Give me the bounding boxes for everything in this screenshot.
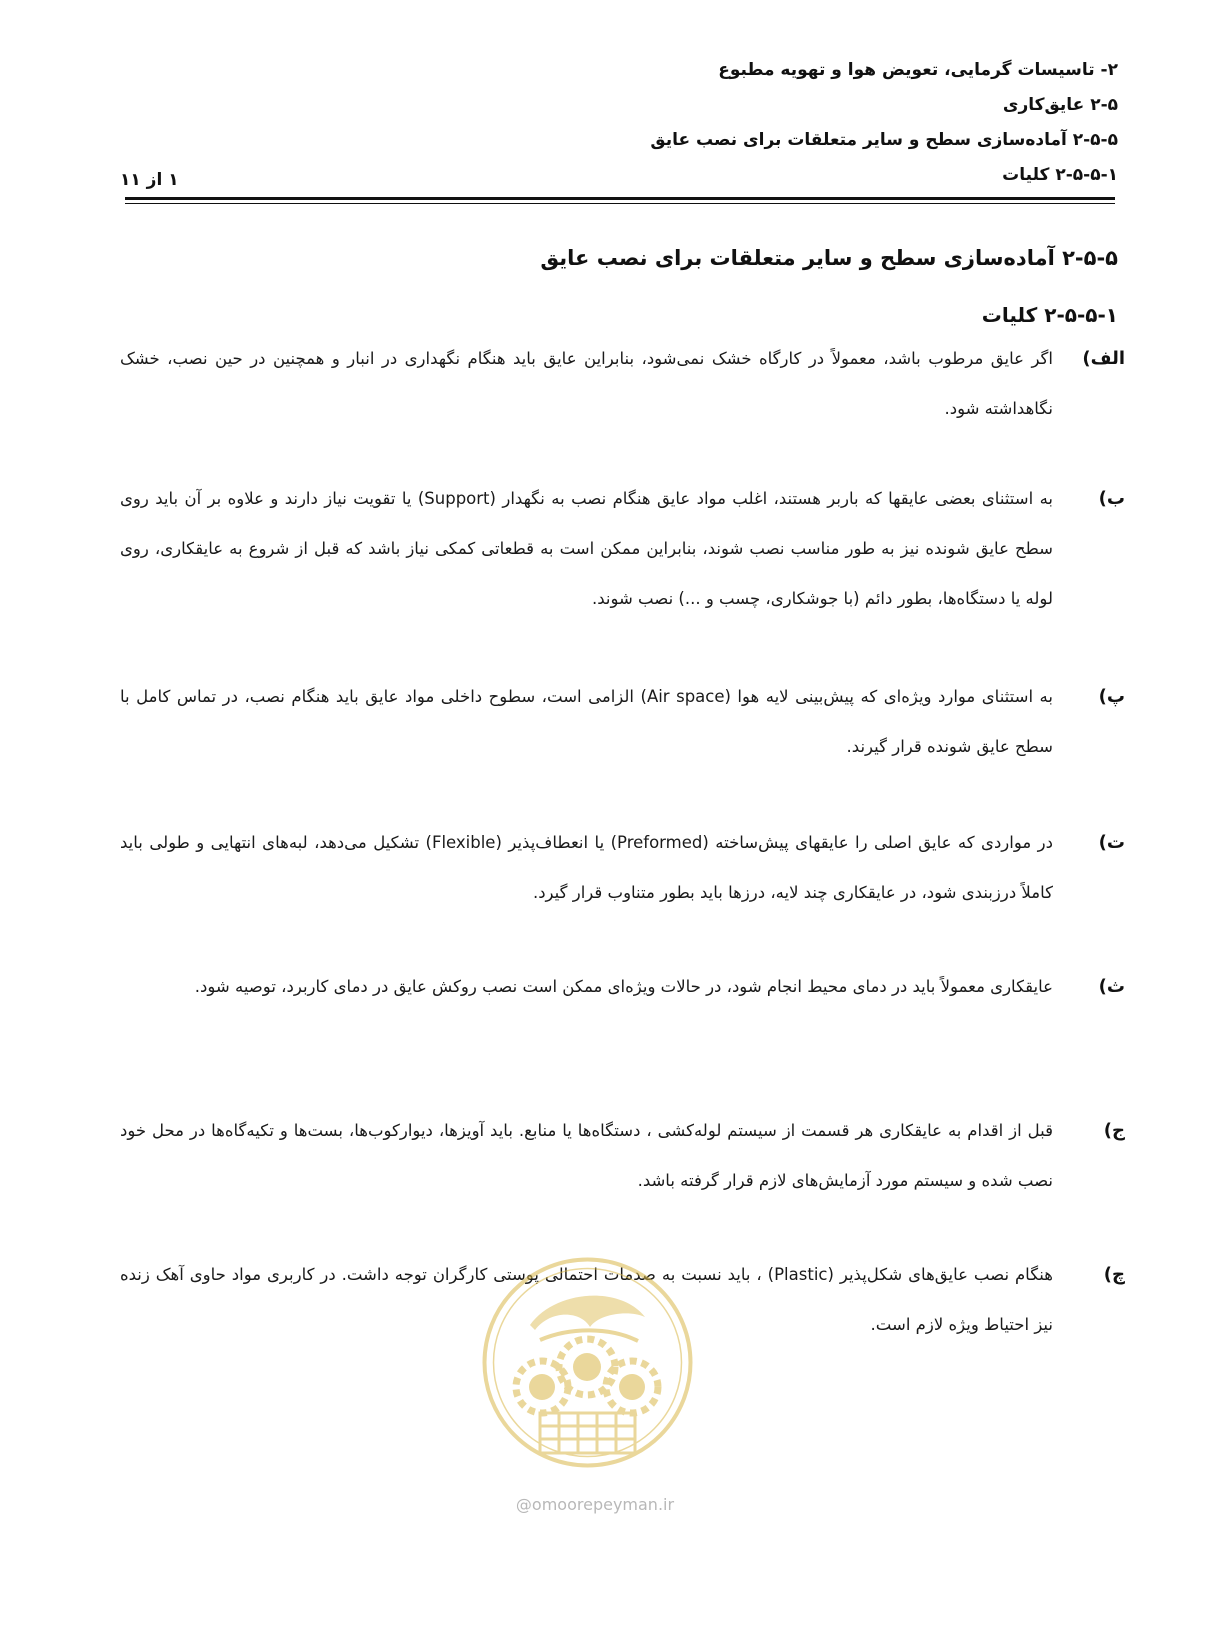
header-section: ۲-۵ عایق‌کاری xyxy=(1002,95,1118,115)
item-text: اگر عایق مرطوب باشد، معمولاً در کارگاه خشک نمی‌شود، بنابراین عایق باید هنگام نگهداری در انبار و همچنین در حین نصب، خشک نگاهداشته شود. xyxy=(120,349,1053,418)
watermark-logo xyxy=(480,1255,695,1470)
list-item xyxy=(120,1106,1125,1206)
list-item xyxy=(120,962,1125,1012)
item-label: ج) xyxy=(1103,1120,1125,1141)
header-rule-thin xyxy=(125,203,1115,204)
header-rule-thick xyxy=(125,197,1115,200)
item-label: ث) xyxy=(1098,976,1125,997)
item-text: به استثنای بعضی عایقها که باربر هستند، اغلب مواد عایق هنگام نصب به نگهدار (Support) یا تقویت نیاز دارند و علاوه بر آن باید روی سطح عایق شونده نیز به طور مناسب نصب شوند، بنابراین ممکن است به قطعاتی کمکی نیاز باشد که قبل از شروع به عایقکاری، روی لوله یا دستگاه‌ها، بطور دائم (با جوشکاری، چسب و ...) نصب شوند. xyxy=(120,489,1054,608)
item-label: الف) xyxy=(1082,348,1125,369)
header-chapter: ۲- تاسیسات گرمایی، تعویض هوا و تهویه مطبوع xyxy=(718,60,1118,80)
item-text: هنگام نصب عایق‌های شکل‌پذیر (Plastic) ، باید نسبت به صدمات احتمالی پوستی کارگران توجه داشت. در کاربری مواد حاوی آهک زنده نیز احتیاط ویژه لازم است. xyxy=(120,1265,1053,1334)
list-item xyxy=(120,334,1125,434)
item-text: عایقکاری معمولاً باید در دمای محیط انجام شود، در حالات ویژه‌ای ممکن است نصب روکش عایق در دمای کاربرد، توصیه شود. xyxy=(194,977,1053,996)
item-label: پ) xyxy=(1098,686,1125,707)
section-subtitle: ۲-۵-۵-۱ کلیات xyxy=(981,303,1118,327)
item-text: قبل از اقدام به عایقکاری هر قسمت از سیستم لوله‌کشی ، دستگاه‌ها یا منابع. باید آویزها، دیوارکوب‌ها، بست‌ها و تکیه‌گاه‌ها در محل خود نصب شده و سیستم مورد آزمایش‌های لازم قرار گرفته باشد. xyxy=(120,1121,1053,1190)
item-label: ت) xyxy=(1098,832,1125,853)
header-subsection: ۲-۵-۵ آماده‌سازی سطح و سایر متعلقات برای نصب عایق xyxy=(650,130,1118,150)
item-text: به استثنای موارد ویژه‌ای که پیش‌بینی لایه هوا (Air space) الزامی است، سطوح داخلی مواد عایق باید هنگام نصب، در تماس کامل با سطح عایق شونده قرار گیرند. xyxy=(120,687,1053,756)
list-item xyxy=(120,672,1125,772)
list-item xyxy=(120,818,1125,918)
section-title: ۲-۵-۵ آماده‌سازی سطح و سایر متعلقات برای نصب عایق xyxy=(540,246,1118,270)
page-number: ۱ از ۱۱ xyxy=(120,170,179,190)
list-item xyxy=(120,474,1125,624)
header-topic: ۲-۵-۵-۱ کلیات xyxy=(1002,165,1118,185)
watermark-url: @omoorepeyman.ir xyxy=(515,1495,675,1514)
item-label: چ) xyxy=(1103,1264,1125,1285)
item-label: ب) xyxy=(1098,488,1125,509)
item-text: در مواردی که عایق اصلی را عایقهای پیش‌ساخته (Preformed) یا انعطاف‌پذیر (Flexible) تشکیل می‌دهد، لبه‌های انتهایی و طولی باید کاملاً درزبندی شود، در عایقکاری چند لایه، درزها باید بطور متناوب قرار گیرد. xyxy=(120,833,1053,902)
